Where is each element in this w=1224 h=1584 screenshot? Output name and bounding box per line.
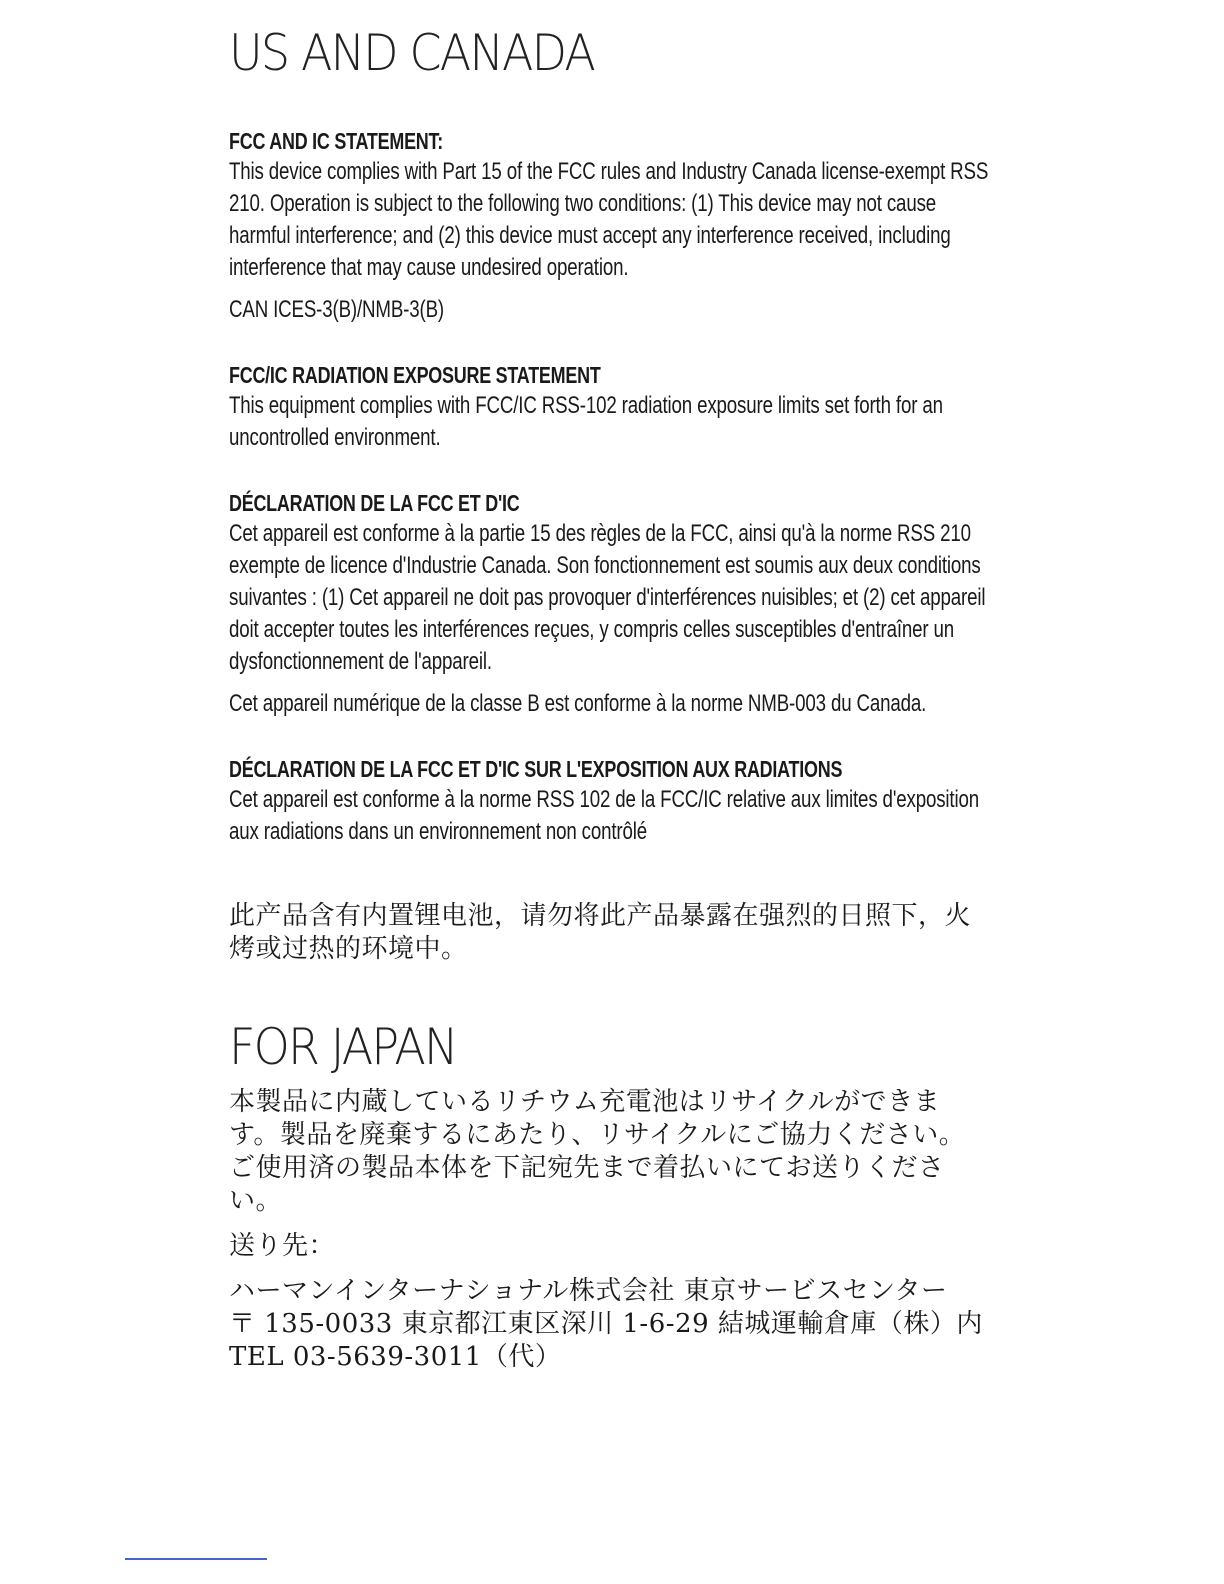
japan-line-4: い。: [229, 1186, 283, 1216]
japan-recycling-section: [229, 1086, 999, 1374]
japan-address-tel: TEL 03-5639-3011（代）: [229, 1342, 562, 1372]
radiation-exposure-title: FCC/IC RADIATION EXPOSURE STATEMENT: [229, 362, 601, 388]
heading-for-japan: FOR JAPAN: [229, 1018, 457, 1076]
japan-address-postal: 〒 135-0033 東京都江東区深川 1-6-29 結城運輸倉庫（株）内: [229, 1309, 983, 1339]
japan-line-2: す。製品を廃棄するにあたり、リサイクルにご協力ください。: [229, 1120, 966, 1150]
declaration-fr-body: Cet appareil est conforme à la partie 15 des règles de la FCC, ainsi qu'à la norme RSS 210 exempte de licence d'Industrie Canada. Son fonctionnement est soumis aux deux conditions suivantes : (1) Cet appareil ne doit pas provoquer d'interférences nuisibles; et (2) cet appareil doit accepter toutes les interférences reçues, y compris celles susceptibles d'entraîner un dysfonctionnement de l'appareil.: [229, 520, 986, 675]
fcc-ic-statement-section: [229, 126, 999, 326]
class-b-statement: Cet appareil numérique de la classe B est conforme à la norme NMB-003 du Canada.: [229, 690, 927, 717]
japan-line-1: 本製品に内蔵しているリチウム充電池はリサイクルができま: [229, 1087, 941, 1117]
japan-line-3: ご使用済の製品本体を下記宛先まで着払いにてお送りくださ: [229, 1153, 945, 1183]
declaration-fr-section: [229, 488, 999, 720]
document-page: [229, 18, 999, 1374]
radiation-fr-body: Cet appareil est conforme à la norme RSS 102 de la FCC/IC relative aux limites d'exposition aux radiations dans un environnement non contrôlé: [229, 786, 979, 845]
radiation-fr-section: [229, 754, 999, 848]
bottom-divider: [125, 1558, 267, 1560]
japan-send-to: 送り先：: [229, 1231, 336, 1261]
fcc-ic-statement-body: This device complies with Part 15 of the FCC rules and Industry Canada license-exempt RSS 210. Operation is subject to the following two conditions: (1) This device may not cause harmful interference; and (2) this device must accept any interference received, including interference that may cause undesired operation.: [229, 158, 989, 281]
heading-us-and-canada: US AND CANADA: [229, 24, 595, 82]
radiation-fr-title: DÉCLARATION DE LA FCC ET D'IC SUR L'EXPOSITION AUX RADIATIONS: [229, 756, 843, 782]
china-battery-section: [229, 900, 999, 966]
ices-statement: CAN ICES-3(B)/NMB-3(B): [229, 296, 444, 323]
radiation-exposure-body: This equipment complies with FCC/IC RSS-102 radiation exposure limits set forth for an uncontrolled environment.: [229, 392, 943, 451]
declaration-fr-title: DÉCLARATION DE LA FCC ET D'IC: [229, 490, 520, 516]
radiation-exposure-section: [229, 360, 999, 454]
fcc-ic-statement-title: FCC AND IC STATEMENT:: [229, 128, 444, 154]
china-line-2: 烤或过热的环境中。: [229, 934, 468, 964]
japan-address-company: ハーマンインターナショナル株式会社 東京サービスセンター: [229, 1276, 948, 1306]
china-line-1: 此产品含有内置锂电池，请勿将此产品暴露在强烈的日照下，火: [229, 901, 972, 931]
